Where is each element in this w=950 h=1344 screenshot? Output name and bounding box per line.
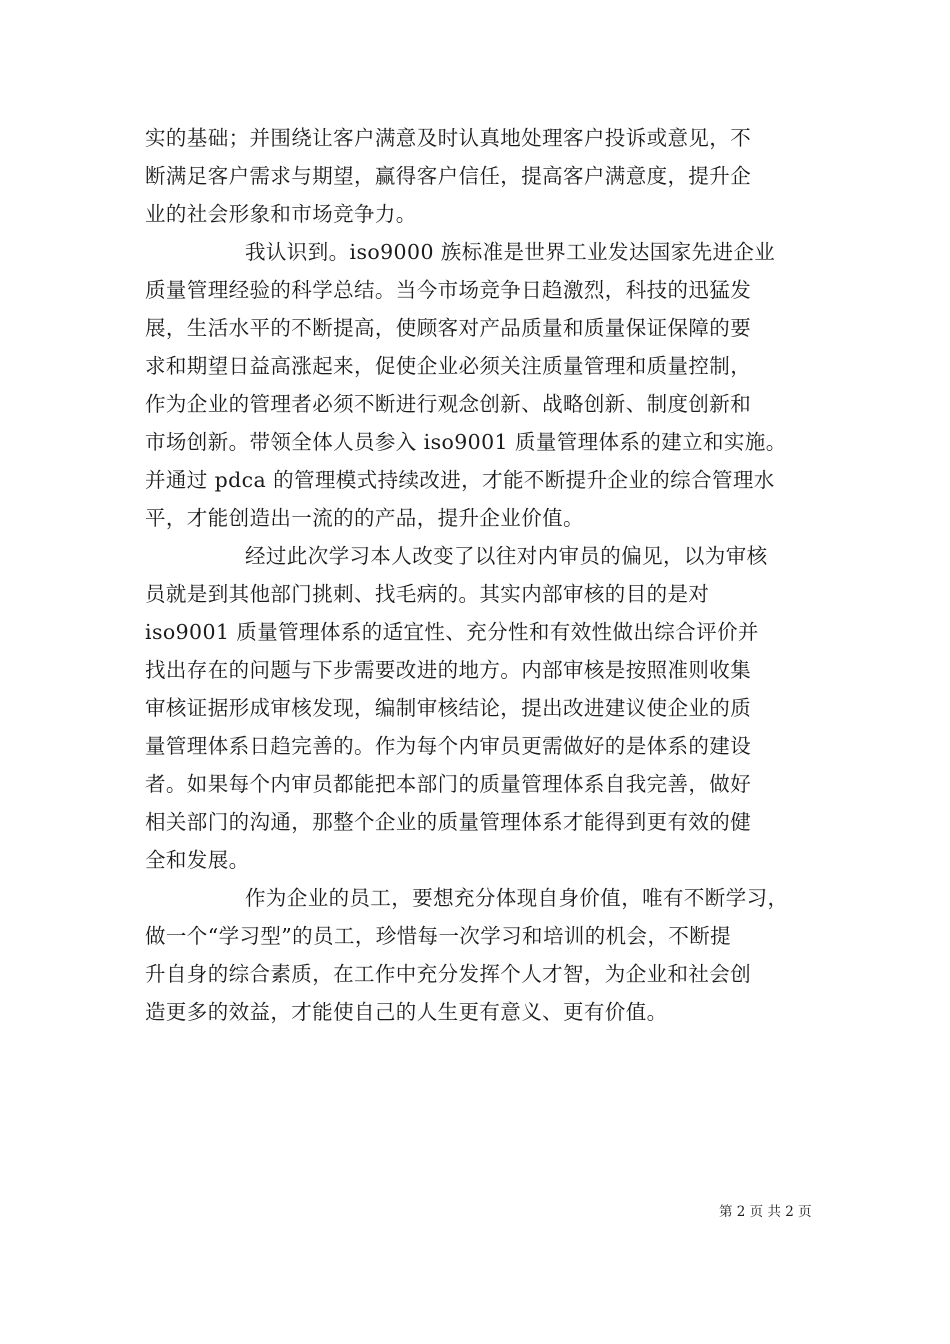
- page-number-footer: 第 2 页 共 2 页: [719, 1204, 812, 1220]
- text-line: 展，生活水平的不断提高，使顾客对产品质量和质量保证保障的要: [145, 316, 752, 340]
- text-line: 并通过 pdca 的管理模式持续改进，才能不断提升企业的综合管理水: [145, 468, 775, 492]
- text-line: 断满足客户需求与期望，赢得客户信任，提高客户满意度，提升企: [145, 164, 752, 188]
- text-line: 升自身的综合素质，在工作中充分发挥个人才智，为企业和社会创: [145, 962, 752, 986]
- text-line: iso9001 质量管理体系的适宜性、充分性和有效性做出综合评价并: [145, 620, 759, 644]
- text-line: 审核证据形成审核发现，编制审核结论，提出改进建议使企业的质: [145, 696, 752, 720]
- text-line: 实的基础；并围绕让客户满意及时认真地处理客户投诉或意见，不: [145, 126, 752, 150]
- text-line: 求和期望日益高涨起来，促使企业必须关注质量管理和质量控制，: [145, 354, 752, 378]
- text-line: 者。如果每个内审员都能把本部门的质量管理体系自我完善，做好: [145, 772, 752, 796]
- paragraph-start-line: 经过此次学习本人改变了以往对内审员的偏见，以为审核: [245, 544, 768, 568]
- text-line: 市场创新。带领全体人员参入 iso9001 质量管理体系的建立和实施。: [145, 430, 787, 454]
- text-line: 找出存在的问题与下步需要改进的地方。内部审核是按照准则收集: [145, 658, 752, 682]
- text-line: 业的社会形象和市场竞争力。: [145, 202, 417, 226]
- text-line: 造更多的效益，才能使自己的人生更有意义、更有价值。: [145, 1000, 668, 1024]
- text-line: 员就是到其他部门挑刺、找毛病的。其实内部审核的目的是对: [145, 582, 710, 606]
- paragraph-start-line: 我认识到。iso9000 族标准是世界工业发达国家先进企业: [245, 240, 776, 264]
- text-line: 量管理体系日趋完善的。作为每个内审员更需做好的是体系的建设: [145, 734, 752, 758]
- text-line: 质量管理经验的科学总结。当今市场竞争日趋激烈，科技的迅猛发: [145, 278, 752, 302]
- text-line: 做一个“学习型”的员工，珍惜每一次学习和培训的机会，不断提: [145, 924, 732, 948]
- text-line: 相关部门的沟通，那整个企业的质量管理体系才能得到更有效的健: [145, 810, 752, 834]
- text-line: 全和发展。: [145, 848, 250, 872]
- paragraph-start-line: 作为企业的员工，要想充分体现自身价值，唯有不断学习，: [245, 886, 789, 910]
- text-line: 作为企业的管理者必须不断进行观念创新、战略创新、制度创新和: [145, 392, 752, 416]
- text-line: 平，才能创造出一流的的产品，提升企业价值。: [145, 506, 584, 530]
